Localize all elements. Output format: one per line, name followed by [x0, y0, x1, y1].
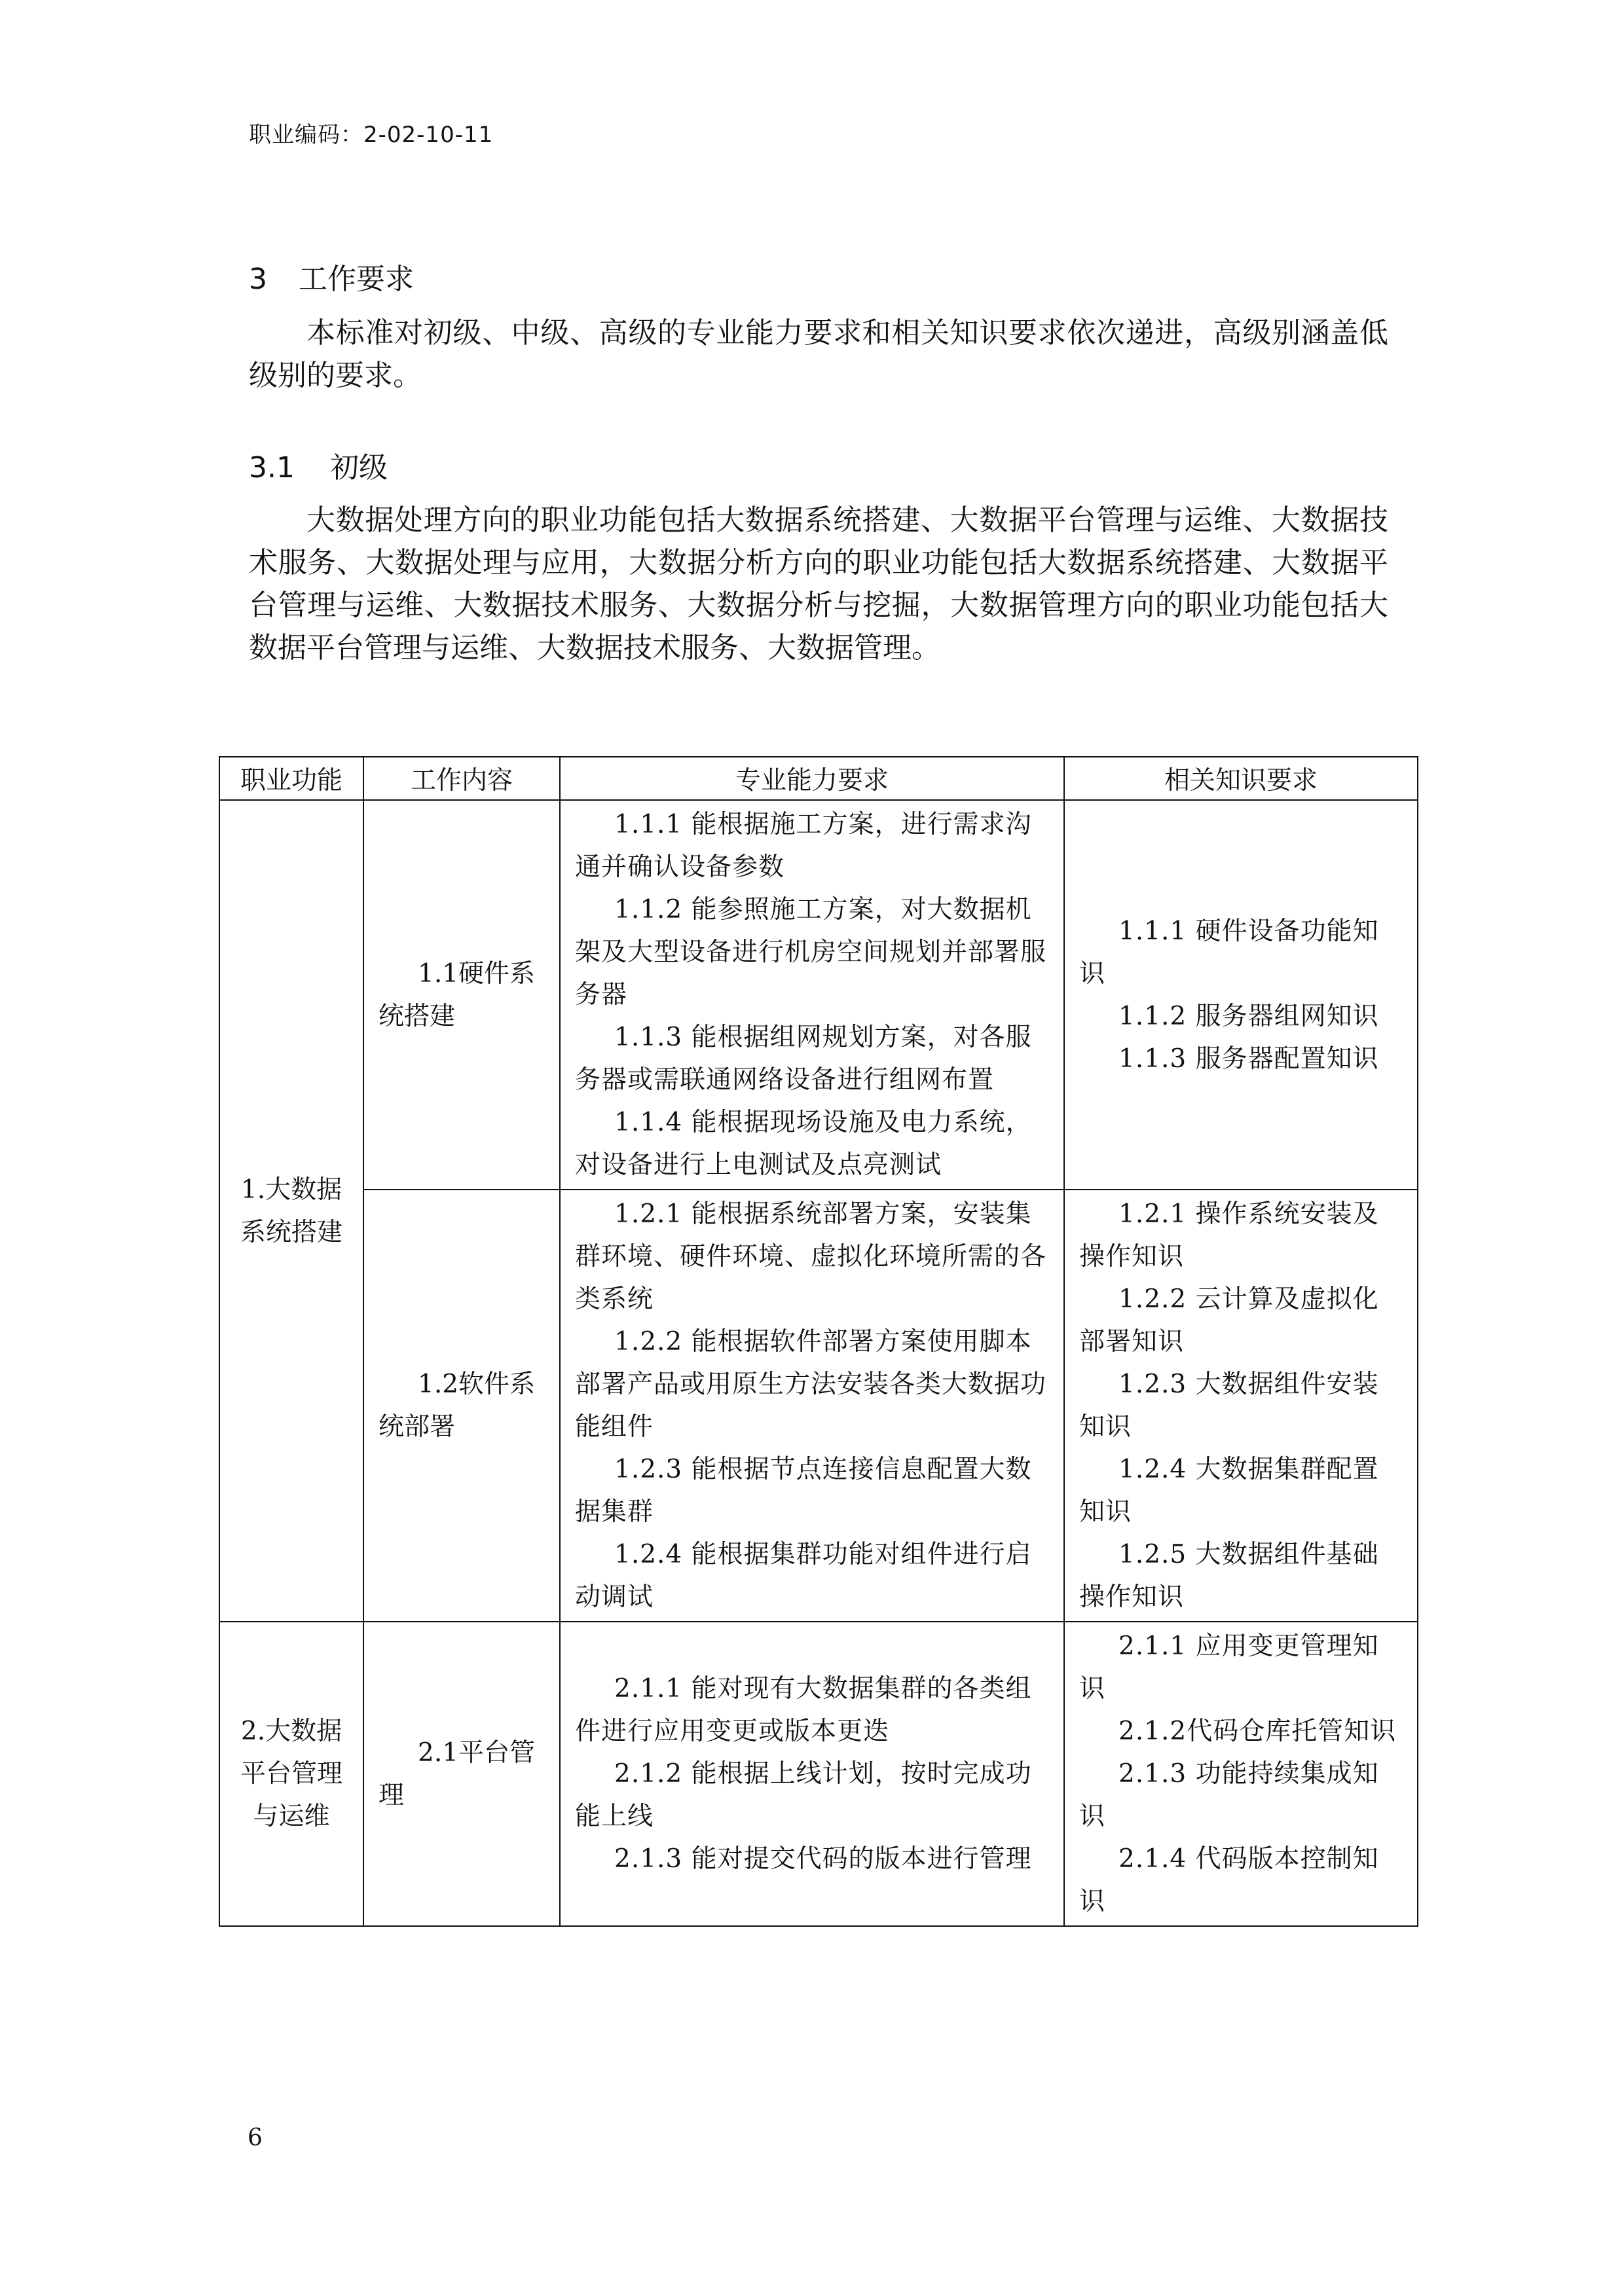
section-title: 初级	[330, 451, 388, 484]
skill-item: 2.1.2 能根据上线计划，按时完成功能上线	[575, 1759, 1032, 1831]
knowledge-item: 2.1.4 代码版本控制知识	[1079, 1844, 1379, 1916]
table-row	[219, 1622, 1418, 1926]
skill-item: 1.2.2 能根据软件部署方案使用脚本部署产品或用原生方法安装各类大数据功能组件	[575, 1327, 1047, 1442]
section-3-intro: 本标准对初级、中级、高级的专业能力要求和相关知识要求依次递进，高级别涵盖低级别的要求。	[249, 316, 1388, 392]
work-content-cell: 2.1平台管理	[363, 1622, 560, 1926]
header-knowledge-requirements: 相关知识要求	[1064, 757, 1418, 800]
header-work-content: 工作内容	[363, 757, 560, 800]
section-heading-3	[249, 255, 414, 297]
section-heading-3-1	[249, 444, 388, 486]
occupation-code: 职业编码：2-02-10-11	[249, 122, 494, 148]
knowledge-cell	[1064, 800, 1418, 1190]
skills-cell	[560, 1622, 1064, 1926]
requirements-table	[219, 756, 1418, 1927]
knowledge-item: 1.2.5 大数据组件基础操作知识	[1079, 1540, 1379, 1612]
table-row	[219, 1190, 1418, 1622]
knowledge-item: 1.2.1 操作系统安装及操作知识	[1079, 1199, 1379, 1271]
section-3-1-intro: 大数据处理方向的职业功能包括大数据系统搭建、大数据平台管理与运维、大数据技术服务、大数据处理与应用，大数据分析方向的职业功能包括大数据系统搭建、大数据平台管理与运维、大数据技术服务、大数据分析与挖掘，大数据管理方向的职业功能包括大数据平台管理与运维、大数据技术服务、大数据管理。	[249, 503, 1388, 665]
knowledge-cell	[1064, 1190, 1418, 1622]
knowledge-cell	[1064, 1622, 1418, 1926]
function-cell: 2.大数据平台管理与运维	[219, 1622, 363, 1926]
skill-item: 1.1.2 能参照施工方案，对大数据机架及大型设备进行机房空间规划并部署服务器	[575, 895, 1047, 1010]
knowledge-item: 1.1.3 服务器配置知识	[1118, 1044, 1379, 1074]
skill-item: 1.2.1 能根据系统部署方案，安装集群环境、硬件环境、虚拟化环境所需的各类系统	[575, 1199, 1047, 1314]
skill-item: 1.2.3 能根据节点连接信息配置大数据集群	[575, 1455, 1032, 1527]
section-title: 工作要求	[299, 263, 414, 296]
header-occupational-function: 职业功能	[219, 757, 363, 800]
skill-item: 2.1.3 能对提交代码的版本进行管理	[614, 1844, 1032, 1874]
section-number: 3	[249, 263, 267, 296]
work-content-cell: 1.1硬件系统搭建	[363, 800, 560, 1190]
knowledge-item: 2.1.3 功能持续集成知识	[1079, 1759, 1379, 1831]
table-row	[219, 800, 1418, 1190]
skills-cell	[560, 800, 1064, 1190]
skills-cell	[560, 1190, 1064, 1622]
knowledge-item: 1.1.1 硬件设备功能知识	[1079, 916, 1379, 989]
knowledge-item: 1.1.2 服务器组网知识	[1118, 1001, 1379, 1031]
work-content-cell: 1.2软件系统部署	[363, 1190, 560, 1622]
skill-item: 1.1.4 能根据现场设施及电力系统，对设备进行上电测试及点亮测试	[575, 1108, 1032, 1180]
section-number: 3.1	[249, 451, 295, 484]
knowledge-item: 2.1.2代码仓库托管知识	[1118, 1717, 1397, 1746]
table-header-row	[219, 757, 1418, 800]
skill-item: 1.1.1 能根据施工方案，进行需求沟通并确认设备参数	[575, 810, 1032, 882]
skill-item: 2.1.1 能对现有大数据集群的各类组件进行应用变更或版本更迭	[575, 1674, 1032, 1746]
knowledge-item: 1.2.2 云计算及虚拟化部署知识	[1079, 1285, 1379, 1357]
skill-item: 1.1.3 能根据组网规划方案，对各服务器或需联通网络设备进行组网布置	[575, 1023, 1032, 1095]
skill-item: 1.2.4 能根据集群功能对组件进行启动调试	[575, 1540, 1032, 1612]
header-skill-requirements: 专业能力要求	[560, 757, 1064, 800]
knowledge-item: 1.2.3 大数据组件安装知识	[1079, 1370, 1379, 1442]
knowledge-item: 2.1.1 应用变更管理知识	[1079, 1631, 1379, 1704]
function-cell: 1.大数据系统搭建	[219, 800, 363, 1622]
page-number: 6	[248, 2124, 263, 2151]
knowledge-item: 1.2.4 大数据集群配置知识	[1079, 1455, 1379, 1527]
